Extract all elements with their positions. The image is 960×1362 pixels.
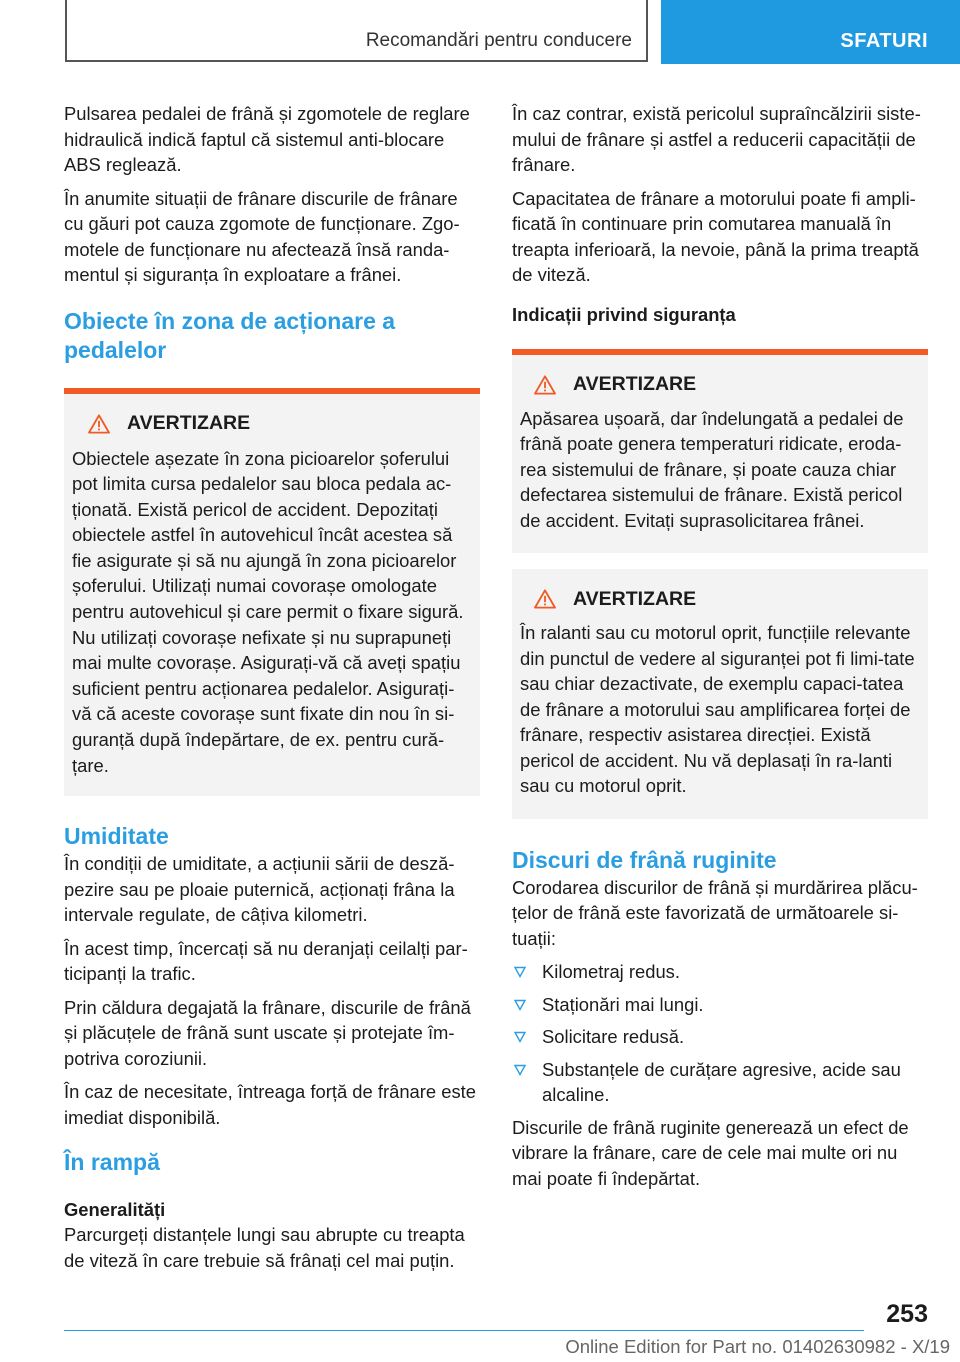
warning-title: AVERTIZARE bbox=[573, 373, 697, 395]
warning-triangle-icon bbox=[534, 375, 556, 395]
left-column bbox=[64, 101, 480, 1281]
list-item-text: Kilometraj redus. bbox=[542, 961, 680, 982]
paragraph: Capacitatea de frânare a motorului poate fi ampli-ficată în continuare prin comutarea manuală în treapta inferioară, la nevoie, până la prima treaptă de viteză. bbox=[512, 187, 919, 285]
list-item-text: Solicitare redusă. bbox=[542, 1026, 685, 1047]
list-item-text: Substanțele de curățare agresive, acide sau alcaline. bbox=[542, 1058, 901, 1105]
paragraph: Prin căldura degajată la frânare, discurile de frână și plăcuțele de frână sunt uscate și protejate îm-potriva coroziunii. bbox=[64, 996, 471, 1069]
chapter-badge: SFATURI bbox=[840, 30, 928, 52]
warning-text: Apăsarea ușoară, dar îndelungată a pedalei de frână poate genera temperaturi ridicate, eroda-rea sistemului de frânare, și poate cauza chiar defectarea sistemului de frânare. Există pericol de accident. Evitați suprasolicitarea frânei. bbox=[520, 407, 904, 531]
list-item bbox=[512, 1024, 928, 1050]
list-item bbox=[512, 1057, 928, 1108]
heading-humidity: Umiditate bbox=[64, 823, 169, 850]
triangle-bullet-icon bbox=[514, 999, 526, 1011]
header-section-box bbox=[65, 0, 648, 62]
paragraph: În anumite situații de frânare discurile de frânare cu găuri pot cauza zgomote de funcționare. Zgo-motele de funcționare nu afectează însă randa-mentul și siguranța în exploatare a frânei. bbox=[64, 187, 460, 285]
paragraph: În caz de necesitate, întreaga forță de frânare este imediat disponibilă. bbox=[64, 1081, 477, 1128]
paragraph: În condiții de umiditate, a acțiunii sării de desză-pezire sau pe ploaie puternică, acționați frâna la intervale regulate, de câțiva kilometri. bbox=[64, 853, 455, 926]
heading-ramp: În rampă bbox=[64, 1149, 160, 1176]
triangle-bullet-icon bbox=[514, 966, 526, 978]
paragraph: Parcurgeți distanțele lungi sau abrupte cu treapta de viteză în care trebuie să frânați cel mai puțin. bbox=[64, 1224, 465, 1271]
paragraph: Corodarea discurilor de frână și murdărirea plăcu-țelor de frână este favorizată de următoarele si-tuații: bbox=[512, 876, 918, 949]
triangle-bullet-icon bbox=[514, 1031, 526, 1043]
subheading-general: Generalități bbox=[64, 1199, 166, 1221]
heading-pedal-objects: Obiecte în zona de acționare a pedalelor bbox=[64, 307, 396, 363]
page-number: 253 bbox=[886, 1300, 928, 1328]
header-badge-box bbox=[661, 0, 960, 64]
warning-title: AVERTIZARE bbox=[573, 587, 697, 610]
list-item bbox=[512, 992, 928, 1018]
list-item-text: Staționări mai lungi. bbox=[542, 993, 704, 1015]
list-item bbox=[512, 959, 928, 985]
warning-triangle-icon bbox=[88, 414, 110, 434]
warning-box bbox=[512, 349, 928, 554]
warning-text: În ralanti sau cu motorul oprit, funcțiile relevante din punctul de vedere al siguranței pot fi limi-tate sau chiar dezactivate, de exemplu capaci-tatea de frânare a motorului sau amplificarea forței de frânare, respectiv asistarea direcției. Există pericol de accident. Nu vă deplasați în ra-lanti sau cu motorul oprit. bbox=[520, 622, 915, 796]
subheading-safety: Indicații privind siguranța bbox=[512, 303, 736, 325]
footer-divider bbox=[64, 1330, 864, 1331]
warning-text: Obiectele așezate în zona picioarelor șoferului pot limita cursa pedalelor sau bloca pedala ac-ționată. Există pericol de accident. Depozitați obiectele astfel în autovehicul încât acestea să fie asigurate și să nu ajungă în zona picioarelor șoferului. Utilizați numai covorașe omologate pentru autovehicul și care permit o fixare sigură. Nu utilizați covorașe nefixate și nu suprapuneți mai multe covorașe. Asigurați-vă că aveți spațiu suficient pentru acționarea pedalelor. Asigurați-vă că aceste covorașe sunt fixate din nou în si-guranță după îndepărtare, de ex. pentru cură-țare. bbox=[72, 447, 464, 776]
paragraph: Pulsarea pedalei de frână și zgomotele de reglare hidraulică indică faptul că sistemul anti-blocare ABS reglează. bbox=[64, 103, 470, 175]
warning-header bbox=[520, 371, 920, 399]
paragraph: În acest timp, încercați să nu deranjați ceilalți par-ticipanți la trafic. bbox=[64, 937, 468, 985]
right-column bbox=[512, 101, 928, 1199]
warning-title: AVERTIZARE bbox=[127, 412, 251, 434]
warning-header bbox=[72, 410, 472, 438]
warning-box bbox=[512, 563, 928, 819]
warning-box bbox=[64, 388, 480, 797]
heading-rusty-discs: Discuri de frână ruginite bbox=[512, 846, 777, 873]
warning-header bbox=[520, 585, 920, 613]
edition-footer: Online Edition for Part no. 01402630982 - X/19 bbox=[565, 1336, 950, 1357]
paragraph: Discurile de frână ruginite generează un efect de vibrare la frânare, care de cele mai multe ori nu mai poate fi îndepărtat. bbox=[512, 1116, 909, 1189]
triangle-bullet-icon bbox=[514, 1064, 526, 1076]
paragraph: În caz contrar, există pericolul supraîncălzirii siste-mului de frânare și astfel a reducerii capacității de frânare. bbox=[512, 103, 921, 175]
conditions-list bbox=[512, 959, 928, 1108]
warning-triangle-icon bbox=[534, 589, 556, 609]
section-title: Recomandări pentru conducere bbox=[365, 30, 632, 51]
